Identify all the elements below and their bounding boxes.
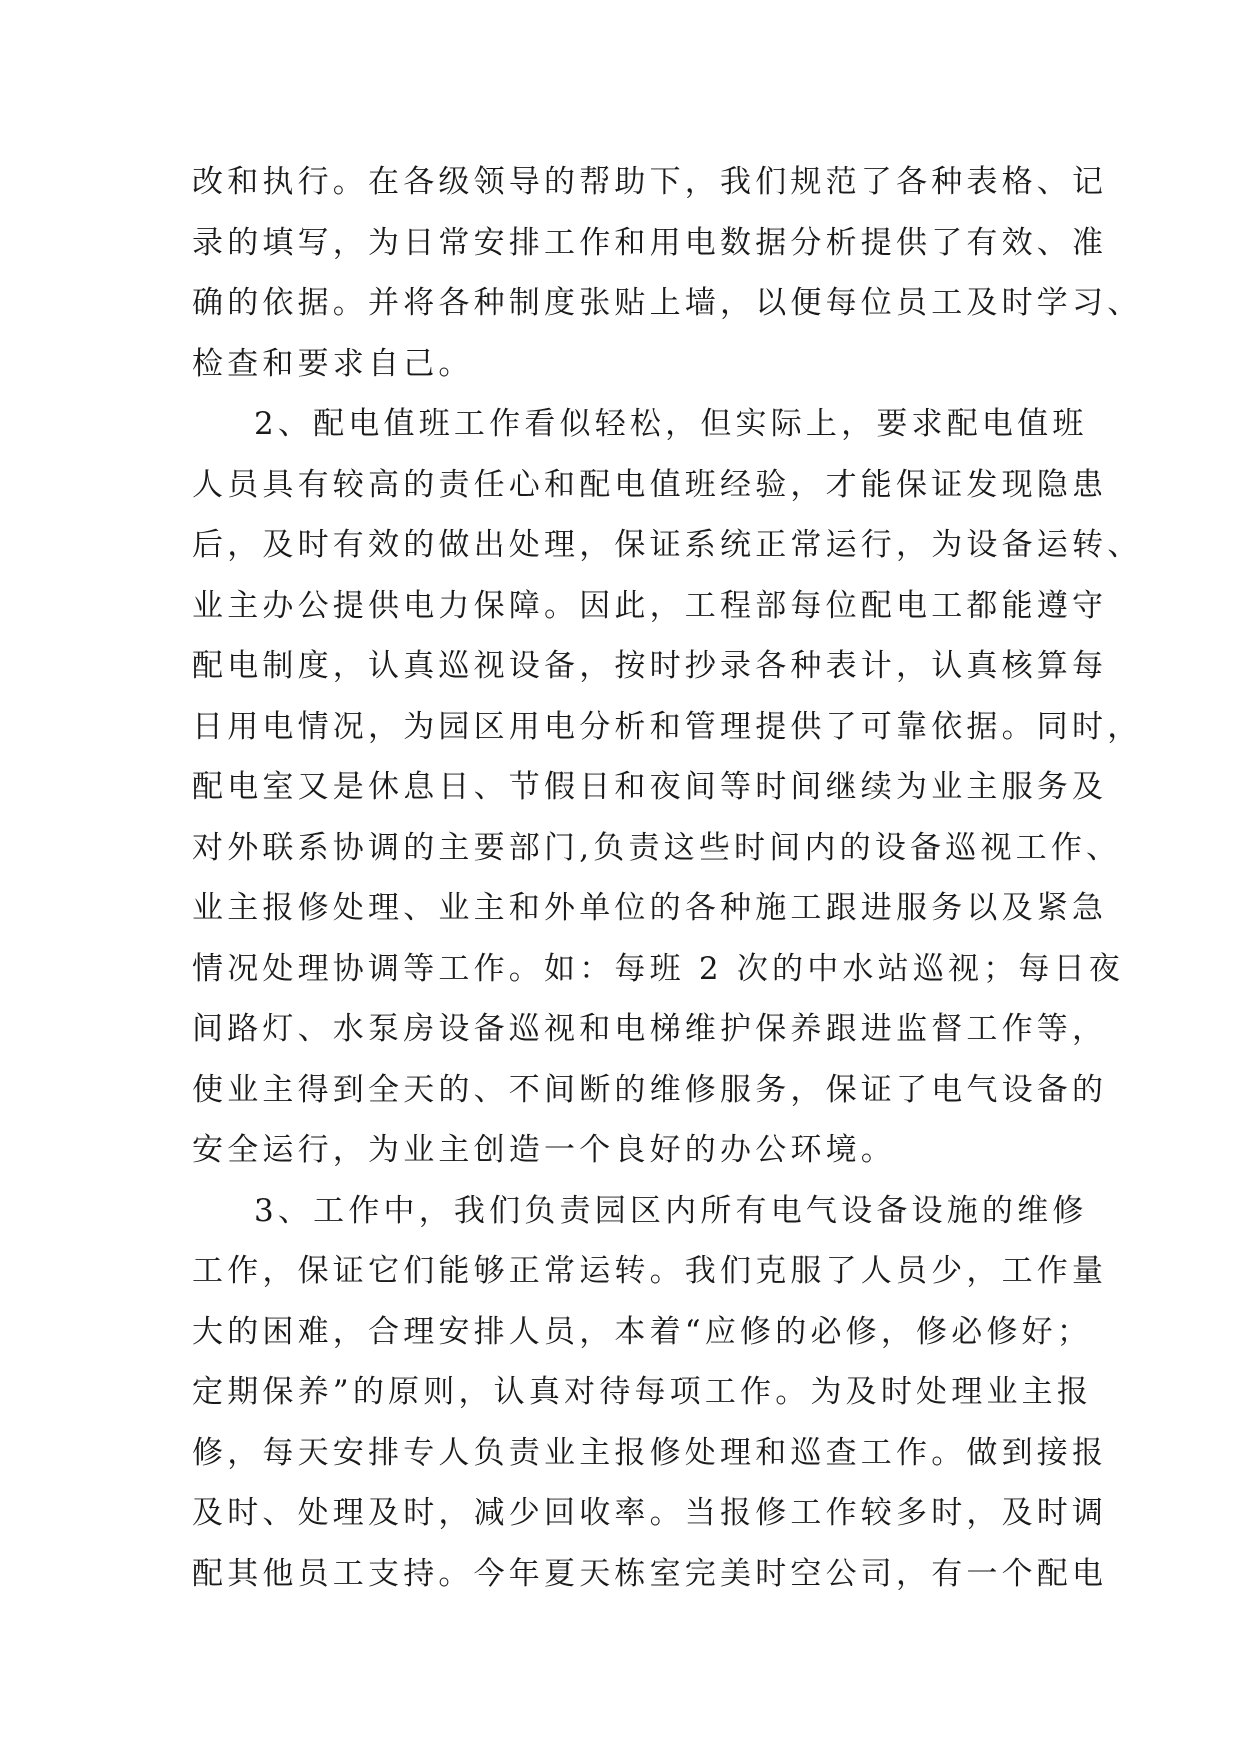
text-line: 配电室又是休息日、节假日和夜间等时间继续为业主服务及 xyxy=(192,769,1108,805)
text-line: 2、配电值班工作看似轻松，但实际上，要求配电值班 xyxy=(254,406,1088,442)
text-line: 修，每天安排专人负责业主报修处理和巡查工作。做到接报 xyxy=(192,1434,1108,1471)
text-line: 及时、处理及时，减少回收率。当报修工作较多时，及时调 xyxy=(192,1495,1108,1531)
paragraph-1 xyxy=(192,152,1143,394)
text-line: 大的困难，合理安排人员，本着“应修的必修，修必修好； xyxy=(192,1313,1093,1350)
text-line: 业主报修处理、业主和外单位的各种施工跟进服务以及紧急 xyxy=(192,890,1108,926)
text-line: 安全运行，为业主创造一个良好的办公环境。 xyxy=(192,1132,896,1168)
text-line: 业主办公提供电力保障。因此，工程部每位配电工都能遵守 xyxy=(192,587,1108,624)
text-line: 确的依据。并将各种制度张贴上墙，以便每位员工及时学习、 xyxy=(192,285,1143,321)
text-line: 对外联系协调的主要部门,负责这些时间内的设备巡视工作、 xyxy=(192,829,1122,866)
text-line: 情况处理协调等工作。如：每班 2 次的中水站巡视；每日夜 xyxy=(192,950,1125,987)
text-line: 录的填写，为日常安排工作和用电数据分析提供了有效、准 xyxy=(192,224,1108,261)
text-line: 检查和要求自己。 xyxy=(192,345,474,382)
text-line: 工作，保证它们能够正常运转。我们克服了人员少，工作量 xyxy=(192,1253,1108,1289)
text-line: 使业主得到全天的、不间断的维修服务，保证了电气设备的 xyxy=(192,1071,1108,1108)
text-line: 人员具有较高的责任心和配电值班经验，才能保证发现隐患 xyxy=(192,466,1108,503)
document-body xyxy=(192,152,1143,1604)
text-line: 3、工作中，我们负责园区内所有电气设备设施的维修 xyxy=(254,1192,1088,1229)
text-line: 间路灯、水泵房设备巡视和电梯维护保养跟进监督工作等， xyxy=(192,1011,1108,1047)
text-line: 日用电情况，为园区用电分析和管理提供了可靠依据。同时， xyxy=(192,708,1143,745)
text-line: 配其他员工支持。今年夏天栋室完美时空公司，有一个配电 xyxy=(192,1555,1108,1592)
text-line: 配电制度，认真巡视设备，按时抄录各种表计，认真核算每 xyxy=(192,648,1108,684)
paragraph-2 xyxy=(192,394,1143,1181)
text-line: 改和执行。在各级领导的帮助下，我们规范了各种表格、记 xyxy=(192,164,1108,200)
paragraph-3 xyxy=(192,1181,1108,1605)
text-line: 后，及时有效的做出处理，保证系统正常运行，为设备运转、 xyxy=(192,527,1143,563)
text-line: 定期保养”的原则，认真对待每项工作。为及时处理业主报 xyxy=(192,1374,1093,1410)
